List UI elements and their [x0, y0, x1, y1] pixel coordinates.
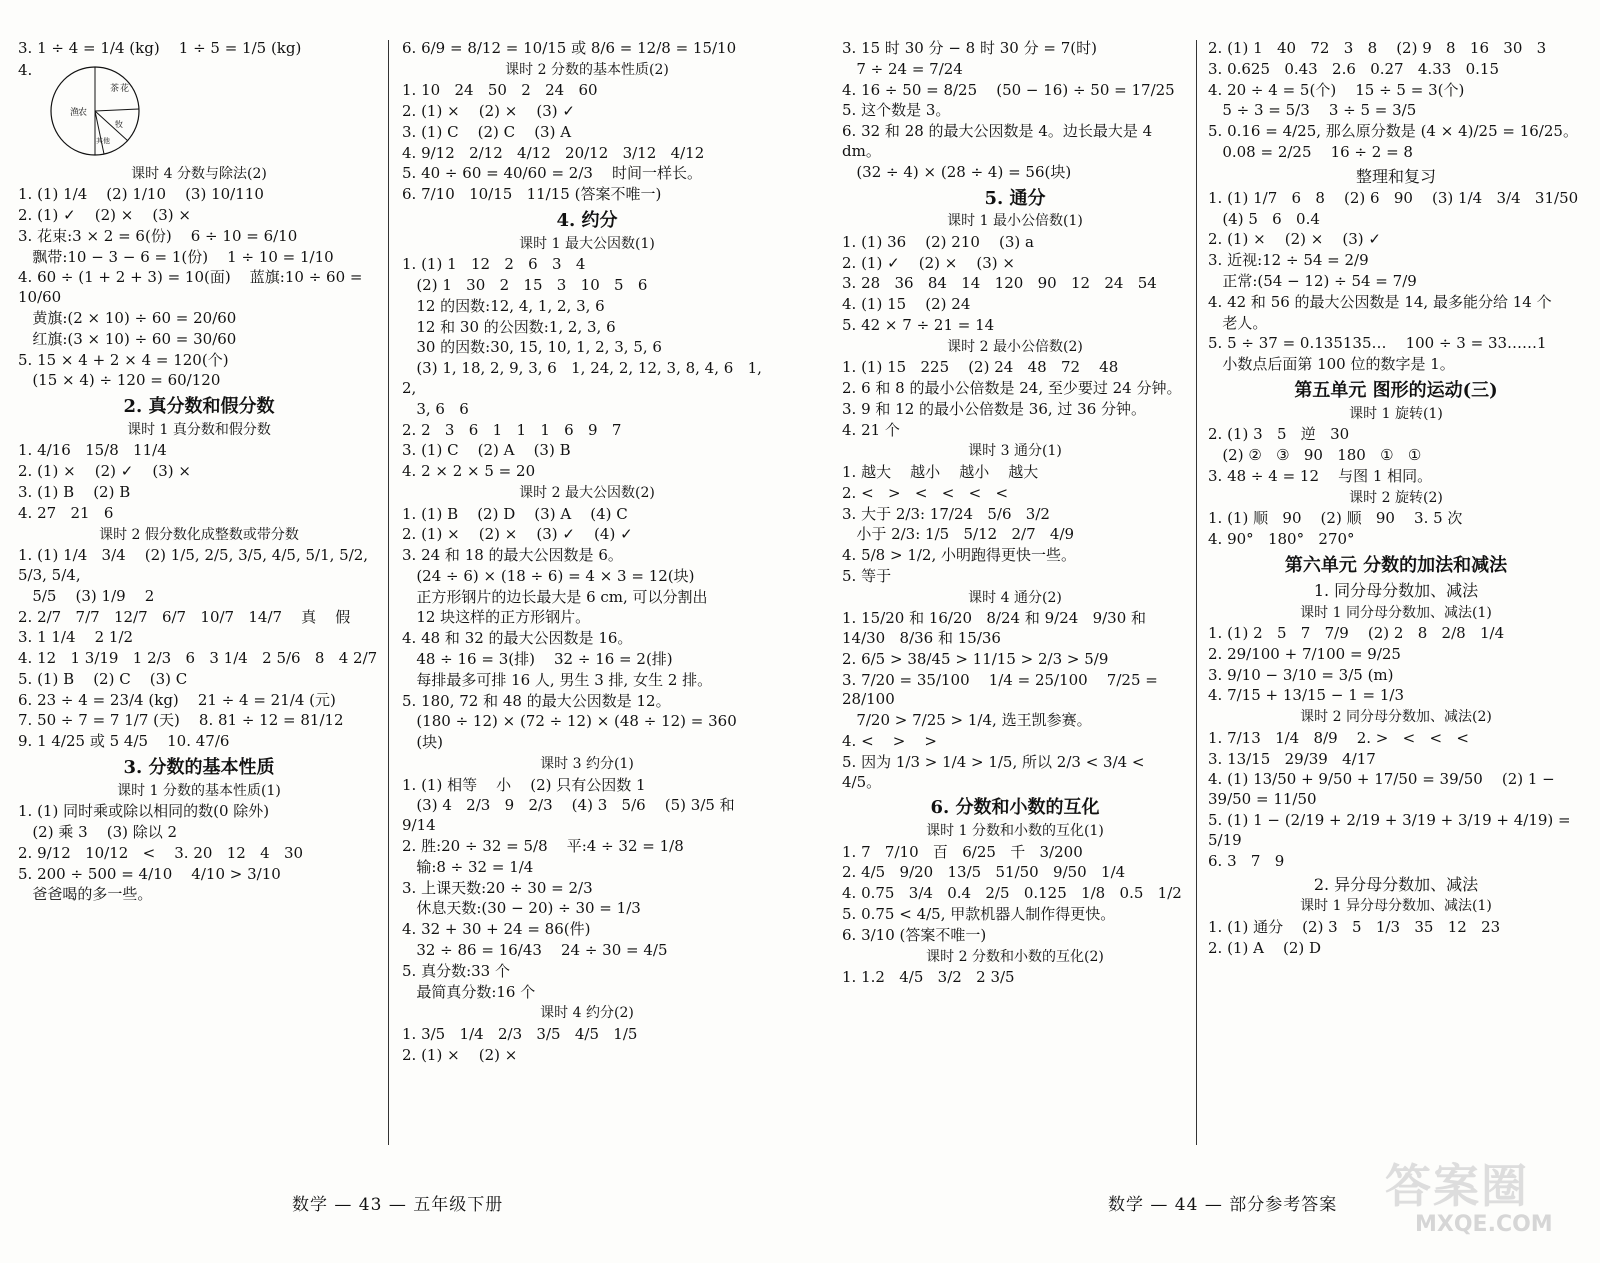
answer-line: 1. (1) 1/7 6 8 (2) 6 90 (3) 1/4 3/4 31/50 — [1208, 188, 1579, 207]
answer-line: 7. 50 ÷ 7 = 7 1/7 (天) 8. 81 ÷ 12 = 81/12 — [18, 711, 344, 730]
answer-line: (180 ÷ 12) × (72 ÷ 12) × (48 ÷ 12) = 360 — [402, 712, 737, 731]
answer-line: 老人。 — [1208, 313, 1268, 332]
answer-line: 4. 60 ÷ (1 + 2 + 3) = 10(面) 蓝旗:10 ÷ 60 = 10/60 — [18, 268, 368, 307]
answer-line: 4. 16 ÷ 50 = 8/25 (50 − 16) ÷ 50 = 17/25 — [842, 80, 1175, 99]
answer-line: 1. (1) 15 225 (2) 24 48 72 48 — [842, 358, 1119, 377]
lesson-heading: 课时 2 同分母分数加、减法(2) — [1300, 709, 1492, 726]
answer-line: 3. (1) C (2) A (3) B — [402, 441, 571, 460]
subsection-heading: 1. 同分母分数加、减法 — [1313, 581, 1479, 601]
answer-line: 2. (1) 3 5 逆 30 — [1208, 425, 1350, 444]
answer-line: 2. 4/5 9/20 13/5 51/50 9/50 1/4 — [842, 863, 1126, 882]
answer-line: 2. 29/100 + 7/100 = 9/25 — [1208, 644, 1401, 663]
answer-line: 2. 2 3 6 1 1 1 6 9 7 — [402, 420, 622, 439]
answer-line: 最简真分数:16 个 — [402, 982, 536, 1001]
answer-line: 2. (1) ✓ (2) × (3) × — [842, 253, 1015, 272]
answer-line: 9. 1 4/25 或 5 4/5 10. 47/6 — [18, 732, 230, 751]
answer-line: 小于 2/3: 1/5 5/12 2/7 4/9 — [842, 525, 1075, 544]
answer-line: 0.08 = 2/25 16 ÷ 2 = 8 — [1208, 142, 1413, 161]
answer-line: (32 ÷ 4) × (28 ÷ 4) = 56(块) — [842, 162, 1072, 181]
answer-line: 爸爸喝的多一些。 — [18, 885, 153, 904]
pie-label-livestock: 牧 — [115, 119, 123, 129]
answer-line: 7 ÷ 24 = 7/24 — [842, 59, 963, 78]
answer-line: 5. 5 ÷ 37 = 0.135135… 100 ÷ 3 = 33……1 — [1208, 334, 1547, 353]
column-divider — [1196, 40, 1197, 1145]
section-heading: 第六单元 分数的加法和减法 — [1284, 554, 1508, 576]
answer-line: 2. (1) × (2) ✓ (3) × — [18, 462, 191, 481]
answer-line: 1. 15/20 和 16/20 8/24 和 9/24 9/30 和 14/30 8/36 和 15/36 — [842, 609, 1151, 647]
answer-line: 3. 大于 2/3: 17/24 5/6 3/2 — [842, 504, 1050, 523]
column-1 — [18, 38, 380, 1168]
answer-line: 2. (1) × (2) × (3) ✓ — [402, 102, 575, 121]
answer-line: 6. 32 和 28 的最大公因数是 4。边长最大是 4 dm。 — [842, 122, 1157, 160]
section-heading: 5. 通分 — [984, 187, 1046, 209]
column-divider — [388, 40, 389, 1145]
answer-line: 1. (1) 顺 90 (2) 顺 90 3. 5 次 — [1208, 509, 1463, 528]
answer-line: 2. (1) × (2) × (3) ✓ — [1208, 230, 1381, 249]
answer-line: 7/20 > 7/25 > 1/4, 选王凯参赛。 — [842, 711, 1092, 730]
answer-line: 3. 24 和 18 的最大公因数是 6。 — [402, 546, 623, 565]
answer-line: 2. 2/7 7/7 12/7 6/7 10/7 14/7 真 假 — [18, 607, 351, 626]
answer-line: 输:8 ÷ 32 = 1/4 — [402, 857, 534, 876]
answer-line: (2) 乘 3 (3) 除以 2 — [18, 823, 178, 842]
answer-line: 5. 0.16 = 4/25, 那么原分数是 (4 × 4)/25 = 16/25。 — [1208, 122, 1578, 141]
watermark-text: 答案圈 — [1385, 1159, 1529, 1213]
answer-line: 1. 3/5 1/4 2/3 3/5 4/5 1/5 — [402, 1024, 638, 1043]
answer-line: 5/5 (3) 1/9 2 — [18, 586, 155, 605]
subsection-heading: 2. 异分母分数加、减法 — [1313, 875, 1479, 895]
column-2 — [402, 38, 772, 1168]
answer-line: 4. 48 和 32 的最大公因数是 16。 — [402, 629, 633, 648]
column-3 — [842, 38, 1188, 1168]
answer-line: 3. 13/15 29/39 4/17 — [1208, 749, 1376, 768]
answer-line: 3. 9 和 12 的最小公倍数是 36, 过 36 分钟。 — [842, 399, 1147, 418]
answer-line: 3. 上课天数:20 ÷ 30 = 2/3 — [402, 878, 593, 897]
answer-line: 4. 12 1 3/19 1 2/3 6 3 1/4 2 5/6 8 4 2/7 — [18, 649, 378, 668]
answer-line: 5. 因为 1/3 > 1/4 > 1/5, 所以 2/3 < 3/4 < 4/5。 — [842, 752, 1150, 791]
answer-line: 2. 6 和 8 的最小公倍数是 24, 至少要过 24 分钟。 — [842, 379, 1182, 398]
lesson-heading: 课时 2 最大公因数(2) — [519, 485, 655, 502]
pie-label-tea: 茶 — [110, 83, 120, 94]
answer-line: 3. 7/20 = 35/100 1/4 = 25/100 7/25 = 28/100 — [842, 670, 1163, 709]
answer-line: 5. (1) 1 − (2/19 + 2/19 + 3/19 + 3/19 + 4/19) = 5/19 — [1208, 810, 1576, 849]
answer-line: (3) 1, 18, 2, 9, 3, 6 1, 24, 2, 12, 3, 8, 4, 6 1, 2, — [402, 359, 767, 398]
answer-line: 4. 32 + 30 + 24 = 86(件) — [402, 920, 591, 939]
answer-line: 3. (1) C (2) C (3) A — [402, 122, 572, 141]
answer-line: 4. 9/12 2/12 4/12 20/12 3/12 4/12 — [402, 143, 705, 162]
answer-line: (2) ② ③ 90 180 ① ① — [1208, 446, 1422, 465]
answer-line: 5 ÷ 3 = 5/3 3 ÷ 5 = 3/5 — [1208, 101, 1417, 120]
answer-line: 4. 7/15 + 13/15 − 1 = 1/3 — [1208, 686, 1404, 705]
answer-line: 5. 15 × 4 + 2 × 4 = 120(个) — [18, 350, 229, 369]
answer-line: 4. 42 和 56 的最大公因数是 14, 最多能分给 14 个 — [1208, 292, 1552, 311]
section-heading: 3. 分数的基本性质 — [123, 757, 275, 779]
answer-line: 4. 5/8 > 1/2, 小明跑得更快一些。 — [842, 546, 1077, 565]
pie-label-agri: 农 — [78, 107, 88, 118]
answer-line: 4. (1) 13/50 + 9/50 + 17/50 = 39/50 (2) 1 − 39/50 = 11/50 — [1208, 770, 1560, 809]
answer-line: 2. (1) A (2) D — [1208, 938, 1322, 957]
answer-line: 3. 15 时 30 分 − 8 时 30 分 = 7(时) — [842, 39, 1097, 57]
answer-line: (15 × 4) ÷ 120 = 60/120 — [18, 371, 221, 390]
answer-line: 2. 胜:20 ÷ 32 = 5/8 平:4 ÷ 32 = 1/8 — [402, 836, 684, 855]
answer-line: 3. 0.625 0.43 2.6 0.27 4.33 0.15 — [1208, 59, 1499, 78]
lesson-heading: 课时 4 约分(2) — [540, 1005, 634, 1022]
answer-line: 6. 3/10 (答案不唯一) — [842, 925, 987, 944]
answer-line: 4. 20 ÷ 4 = 5(个) 15 ÷ 5 = 3(个) — [1208, 80, 1465, 99]
answer-line: 48 ÷ 16 = 3(排) 32 ÷ 16 = 2(排) — [402, 650, 673, 669]
answer-line: 1. 1.2 4/5 3/2 2 3/5 — [842, 968, 1015, 986]
answer-line: 4. 21 个 — [842, 420, 900, 439]
section-heading: 4. 约分 — [556, 210, 618, 232]
answer-line: (3) 4 2/3 9 2/3 (4) 3 5/6 (5) 3/5 和 9/14 — [402, 796, 740, 835]
column-4 — [1208, 38, 1584, 1168]
answer-line: 3. 花束:3 × 2 = 6(份) 6 ÷ 10 = 6/10 — [18, 226, 298, 245]
answer-line: 休息天数:(30 − 20) ÷ 30 = 1/3 — [402, 899, 641, 918]
answer-line: (4) 5 6 0.4 — [1208, 209, 1320, 228]
answer-line: (24 ÷ 6) × (18 ÷ 6) = 4 × 3 = 12(块) — [402, 566, 695, 585]
answer-line: 正常:(54 − 12) ÷ 54 = 7/9 — [1208, 272, 1417, 291]
lesson-heading: 课时 2 分数的基本性质(2) — [505, 61, 669, 78]
answer-line: 6. 23 ÷ 4 = 23/4 (kg) 21 ÷ 4 = 21/4 (元) — [18, 690, 336, 709]
answer-line: 5. 180, 72 和 48 的最大公因数是 12。 — [402, 691, 671, 710]
lesson-heading: 课时 3 通分(1) — [968, 443, 1062, 460]
answer-line: 5. 40 ÷ 60 = 40/60 = 2/3 时间一样长。 — [402, 164, 703, 183]
answer-line: 1. (1) 2 5 7 7/9 (2) 2 8 2/8 1/4 — [1208, 624, 1505, 643]
answer-line: 5. 真分数:33 个 — [402, 961, 510, 980]
answer-line: 每排最多可排 16 人, 男生 3 排, 女生 2 排。 — [402, 670, 713, 689]
answer-line: 1. 4/16 15/8 11/4 — [18, 441, 167, 460]
answer-line: 32 ÷ 86 = 16/43 24 ÷ 30 = 4/5 — [402, 940, 668, 959]
lesson-heading: 课时 4 通分(2) — [968, 589, 1062, 606]
answer-line: 6. 6/9 = 8/12 = 10/15 或 8/6 = 12/8 = 15/10 — [402, 39, 737, 57]
answer-line: 6. 3 7 9 — [1208, 851, 1285, 870]
answer-line: 3. (1) B (2) B — [18, 483, 131, 502]
answer-line: 12 的因数:12, 4, 1, 2, 3, 6 — [402, 296, 605, 315]
lesson-heading: 课时 1 最大公因数(1) — [519, 235, 655, 252]
pie-question — [18, 61, 380, 161]
answer-line: 4. 2 × 2 × 5 = 20 — [402, 462, 536, 481]
answer-line: 1. (1) 相等 小 (2) 只有公因数 1 — [402, 775, 646, 794]
answer-line: 5. 这个数是 3。 — [842, 101, 951, 120]
watermark-logo — [1385, 1150, 1585, 1250]
section-heading: 6. 分数和小数的互化 — [930, 797, 1100, 819]
answer-line: 1. (1) 1/4 (2) 1/10 (3) 10/110 — [18, 185, 264, 204]
lesson-heading: 课时 3 约分(1) — [540, 756, 634, 773]
answer-line: 飘带:10 − 3 − 6 = 1(份) 1 ÷ 10 = 1/10 — [18, 247, 334, 266]
pie-diagram — [40, 61, 150, 161]
answer-line: 2. < > < < < < — [842, 483, 1009, 502]
answer-line: 2. (1) 1 40 72 3 8 (2) 9 8 16 30 3 — [1208, 39, 1547, 57]
subsection-heading: 整理和复习 — [1355, 166, 1436, 186]
answer-line: 4. 90° 180° 270° — [1208, 529, 1355, 548]
answer-line: 1. (1) 通分 (2) 3 5 1/3 35 12 23 — [1208, 917, 1501, 936]
lesson-heading: 课时 2 分数和小数的互化(2) — [926, 948, 1104, 965]
answer-line: 3. 28 36 84 14 120 90 12 24 54 — [842, 274, 1157, 293]
answer-line: (块) — [402, 733, 444, 752]
lesson-heading: 课时 1 异分母分数加、减法(1) — [1300, 898, 1492, 915]
answer-line: 12 和 30 的公因数:1, 2, 3, 6 — [402, 317, 616, 336]
answer-line: 2. (1) ✓ (2) × (3) × — [18, 206, 191, 225]
answer-line: 红旗:(3 × 10) ÷ 60 = 30/60 — [18, 329, 237, 348]
answer-line: 1. (1) 同时乘或除以相同的数(0 除外) — [18, 802, 270, 821]
lesson-heading: 课时 4 分数与除法(2) — [131, 165, 267, 182]
answer-line: 2. 6/5 > 38/45 > 11/15 > 2/3 > 5/9 — [842, 649, 1109, 668]
lesson-heading: 课时 1 分数和小数的互化(1) — [926, 823, 1104, 840]
section-heading: 第五单元 图形的运动(三) — [1294, 380, 1498, 402]
answer-line: 3, 6 6 — [402, 399, 469, 418]
pie-divider — [95, 109, 139, 111]
answer-line: 12 块这样的正方形钢片。 — [402, 608, 591, 627]
answer-line: 3. 近视:12 ÷ 54 = 2/9 — [1208, 251, 1369, 270]
answer-line: 1. (1) 1 12 2 6 3 4 — [402, 255, 586, 274]
question-number: 4. — [18, 60, 33, 79]
answer-line: 5. (1) B (2) C (3) C — [18, 669, 188, 688]
lesson-heading: 课时 1 旋转(1) — [1349, 405, 1443, 422]
answer-line: 3. 48 ÷ 4 = 12 与图 1 相同。 — [1208, 466, 1433, 485]
answer-line: 30 的因数:30, 15, 10, 1, 2, 3, 5, 6 — [402, 338, 662, 357]
answer-line: 2. (1) × (2) × (3) ✓ (4) ✓ — [402, 525, 633, 544]
answer-line: 1. 7 7/10 百 6/25 千 3/200 — [842, 842, 1083, 861]
answer-line: 黄旗:(2 × 10) ÷ 60 = 20/60 — [18, 309, 237, 328]
lesson-heading: 课时 2 旋转(2) — [1349, 489, 1443, 506]
section-heading: 2. 真分数和假分数 — [123, 396, 275, 418]
answer-line: 1. (1) 1/4 3/4 (2) 1/5, 2/5, 3/5, 4/5, 5/1, 5/2, 5/3, 5/4, — [18, 546, 373, 584]
answer-line: 5. 0.75 < 4/5, 甲款机器人制作得更快。 — [842, 904, 1116, 923]
answer-line: 小数点后面第 100 位的数字是 1。 — [1208, 355, 1455, 374]
answer-line: 2. 9/12 10/12 < 3. 20 12 4 30 — [18, 843, 304, 862]
answer-line: 正方形钢片的边长最大是 6 cm, 可以分割出 — [402, 587, 708, 606]
answer-line: 3. 1 ÷ 4 = 1/4 (kg) 1 ÷ 5 = 1/5 (kg) — [18, 39, 302, 57]
answer-line: 5. 等于 — [842, 566, 892, 585]
answer-line: 3. 1 1/4 2 1/2 — [18, 628, 134, 647]
answer-line: 1. 越大 越小 越小 越大 — [842, 462, 1039, 481]
answer-line: (2) 1 30 2 15 3 10 5 6 — [402, 276, 648, 295]
answer-line: 1. 10 24 50 2 24 60 — [402, 81, 598, 100]
lesson-heading: 课时 1 同分母分数加、减法(1) — [1300, 604, 1492, 621]
pie-label-flower: 花 — [120, 83, 130, 94]
answer-line: 4. 0.75 3/4 0.4 2/5 0.125 1/8 0.5 1/2 — [842, 884, 1182, 903]
lesson-heading: 课时 1 最小公倍数(1) — [947, 213, 1083, 230]
answer-line: 5. 200 ÷ 500 = 4/10 4/10 > 3/10 — [18, 864, 281, 883]
lesson-heading: 课时 2 最小公倍数(2) — [947, 338, 1083, 355]
lesson-heading: 课时 1 真分数和假分数 — [127, 421, 271, 438]
lesson-heading: 课时 1 分数的基本性质(1) — [117, 782, 281, 799]
answer-line: 3. 9/10 − 3/10 = 3/5 (m) — [1208, 665, 1394, 684]
pie-label-other: 其他 — [96, 136, 110, 145]
page-footer-left: 数学 — 43 — 五年级下册 — [292, 1195, 504, 1215]
answer-line: 1. (1) B (2) D (3) A (4) C — [402, 504, 628, 523]
answer-line: 2. (1) × (2) × — [402, 1045, 518, 1064]
page-footer-right: 数学 — 44 — 部分参考答案 — [1108, 1195, 1338, 1215]
lesson-heading: 课时 2 假分数化成整数或带分数 — [99, 526, 299, 543]
answer-line: 4. < > > — [842, 731, 937, 750]
pie-label-fishing: 渔 — [70, 107, 80, 118]
answer-line: 5. 42 × 7 ÷ 21 = 14 — [842, 315, 995, 334]
answer-line: 1. (1) 36 (2) 210 (3) a — [842, 232, 1034, 251]
answer-line: 4. 27 21 6 — [18, 503, 114, 522]
answer-line: 6. 7/10 10/15 11/15 (答案不唯一) — [402, 185, 662, 204]
answer-line: 4. (1) 15 (2) 24 — [842, 295, 971, 314]
watermark-url: MXQE.COM — [1415, 1212, 1553, 1237]
answer-line: 1. 7/13 1/4 8/9 2. > < < < — [1208, 728, 1469, 747]
